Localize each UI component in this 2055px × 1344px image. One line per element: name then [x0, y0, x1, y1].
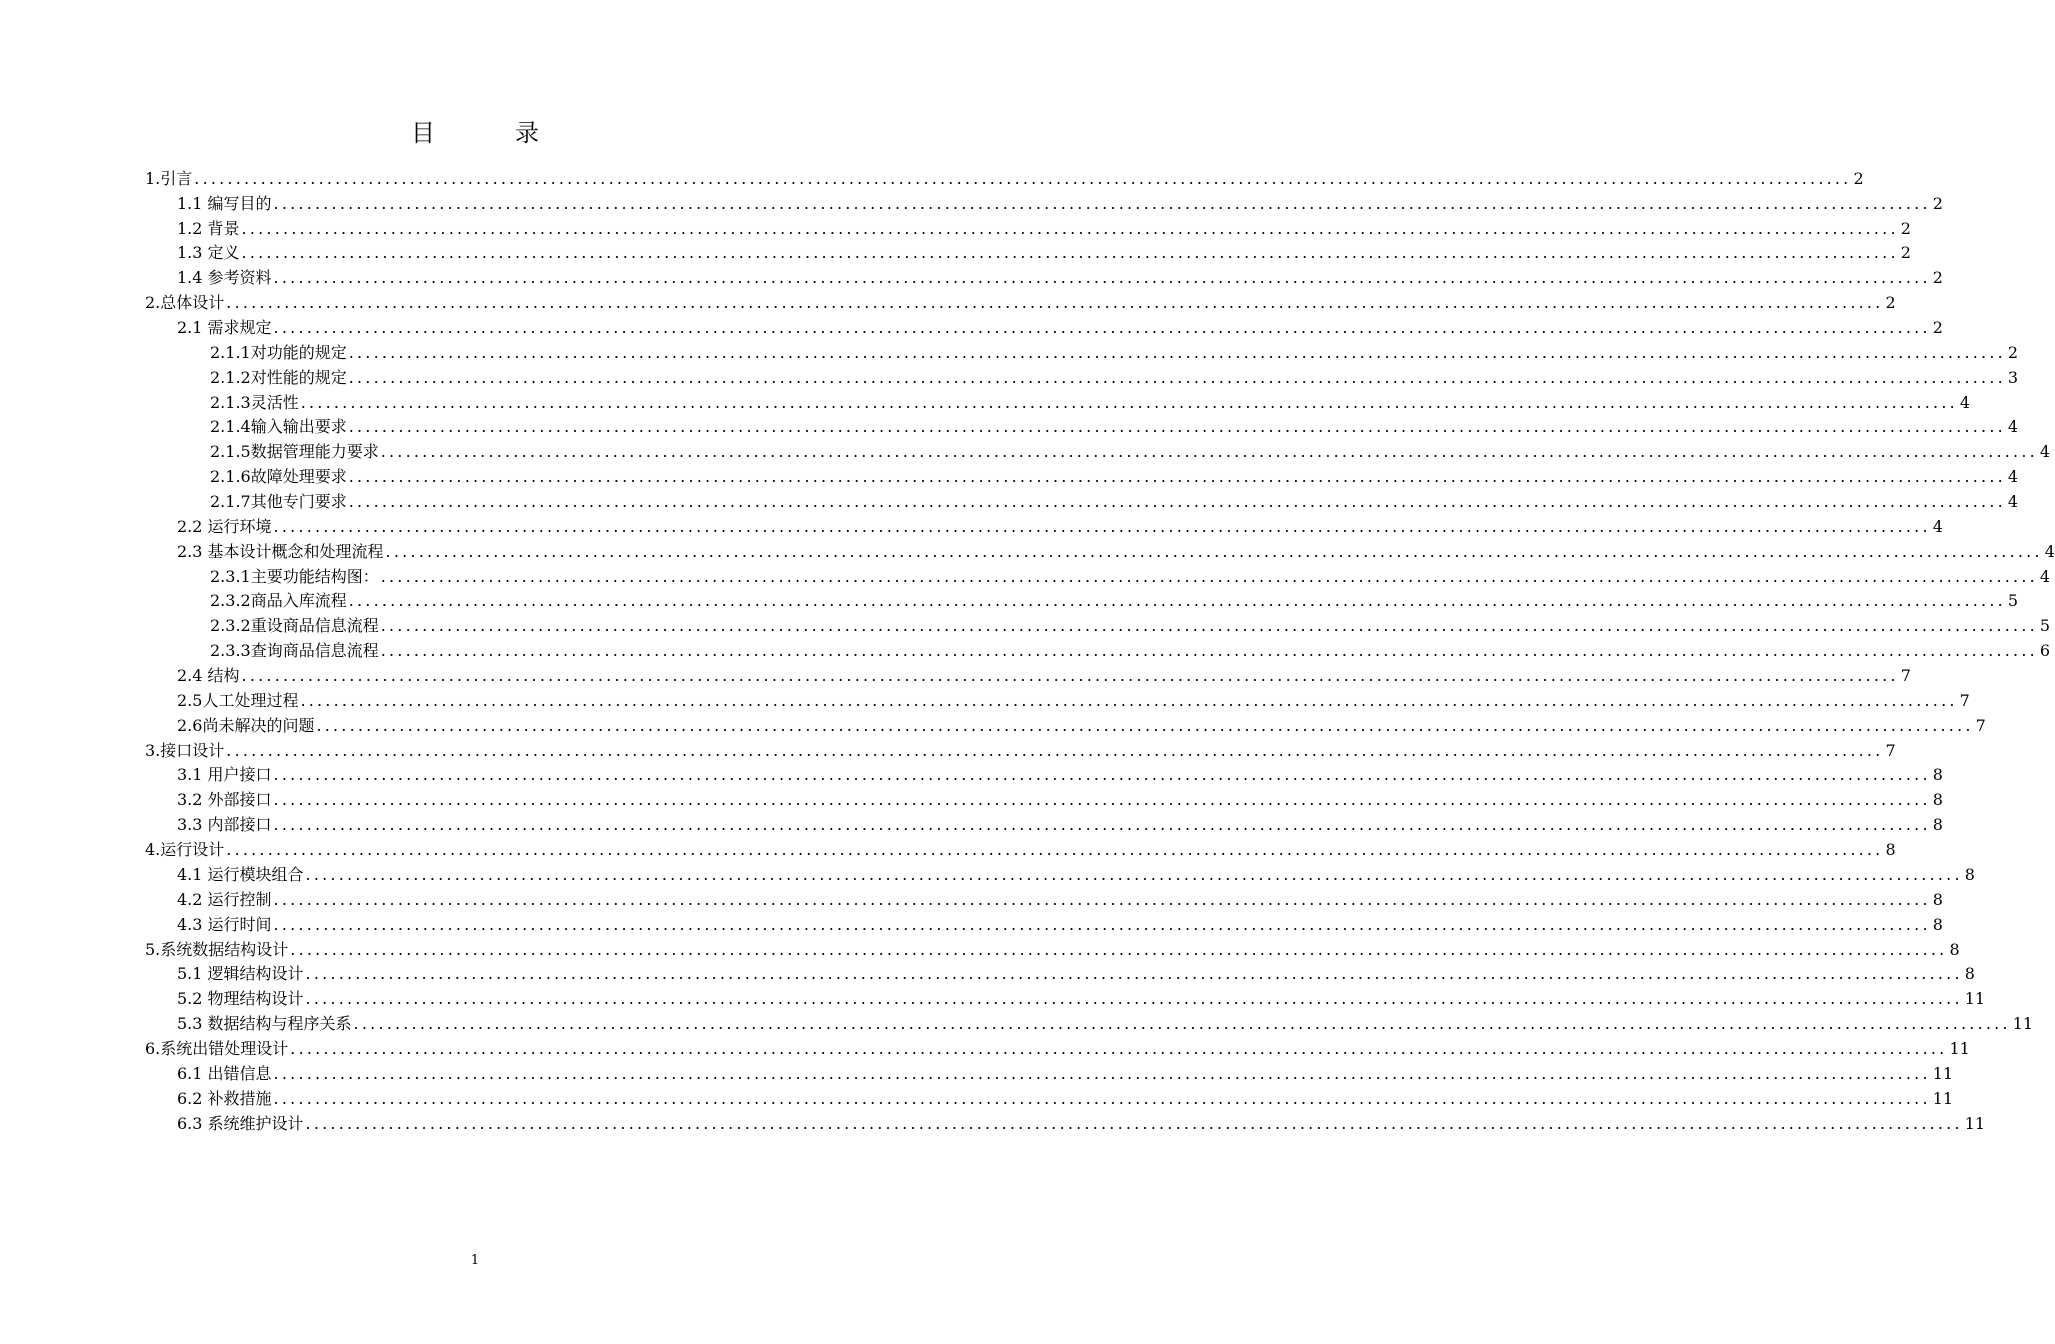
dot-leader: ........................................................................................................................................................................................................ [305, 1113, 1963, 1133]
dot-leader: ........................................................................................................................................................................................................ [348, 342, 2006, 362]
toc-entry[interactable] [145, 189, 1943, 214]
toc-entry-label: 1.引言 [145, 168, 193, 188]
toc-entry[interactable] [145, 363, 2019, 388]
toc-entry-page-number: 8 [1964, 864, 1975, 884]
dot-leader: ........................................................................................................................................................................................................ [194, 168, 1852, 188]
toc-entry-label: 5.3 数据结构与程序关系 [177, 1014, 352, 1034]
toc-entry-page-number: 8 [1932, 765, 1943, 785]
toc-entry-label: 6.3 系统维护设计 [177, 1113, 304, 1133]
toc-entry[interactable] [145, 338, 2019, 363]
toc-entry[interactable] [145, 1009, 2034, 1034]
toc-entry[interactable] [145, 636, 2051, 661]
toc-entry-page-number: 4 [2039, 566, 2051, 586]
dot-leader: ........................................................................................................................................................................................................ [380, 442, 2038, 462]
toc-entry-page-number: 4 [2007, 492, 2019, 512]
toc-entry-page-number: 7 [1959, 690, 1970, 710]
toc-entry-label: 2.3.1主要功能结构图： [210, 566, 379, 586]
toc-entry-label: 2.总体设计 [145, 293, 225, 313]
dot-leader: ........................................................................................................................................................................................................ [273, 914, 1931, 934]
toc-entry-label: 2.1.1对功能的规定 [210, 342, 347, 362]
toc-entry-label: 5.1 逻辑结构设计 [177, 964, 304, 984]
toc-entry-label: 2.3 基本设计概念和处理流程 [177, 541, 384, 561]
toc-entry-label: 2.6尚未解决的问题 [177, 715, 315, 735]
toc-entry-label: 6.1 出错信息 [177, 1063, 272, 1083]
toc-entry-label: 2.1 需求规定 [177, 318, 272, 338]
toc-entry[interactable] [145, 761, 1943, 786]
toc-entry-label: 2.5人工处理过程 [177, 690, 299, 710]
toc-entry-page-number: 8 [1932, 889, 1943, 909]
toc-entry-label: 2.2 运行环境 [177, 516, 272, 536]
dot-leader: ........................................................................................................................................................................................................ [241, 666, 1899, 686]
dot-leader: ........................................................................................................................................................................................................ [273, 516, 1931, 536]
toc-entry[interactable] [145, 611, 2051, 636]
dot-leader: ........................................................................................................................................................................................................ [300, 392, 1958, 412]
dot-leader: ........................................................................................................................................................................................................ [380, 616, 2038, 636]
toc-entry-page-number: 2 [1932, 268, 1943, 288]
toc-entry-label: 3.接口设计 [145, 740, 225, 760]
toc-entry[interactable] [145, 860, 1975, 885]
toc-entry-page-number: 7 [1975, 715, 1986, 735]
toc-entry-label: 2.3.2重设商品信息流程 [210, 616, 379, 636]
dot-leader: ........................................................................................................................................................................................................ [273, 889, 1931, 909]
dot-leader: ........................................................................................................................................................................................................ [348, 591, 2006, 611]
toc-entry[interactable] [145, 1109, 1986, 1134]
toc-entry-page-number: 4 [2039, 442, 2051, 462]
toc-entry[interactable] [145, 587, 2019, 612]
toc-entry[interactable] [145, 810, 1943, 835]
toc-entry-page-number: 2 [1932, 193, 1943, 213]
toc-entry[interactable] [145, 885, 1943, 910]
toc-entry-page-number: 8 [1932, 914, 1943, 934]
toc-entry-label: 6.系统出错处理设计 [145, 1038, 289, 1058]
dot-leader: ........................................................................................................................................................................................................ [305, 864, 1963, 884]
toc-entry-page-number: 7 [1900, 666, 1911, 686]
toc-entry-label: 3.3 内部接口 [177, 815, 272, 835]
dot-leader: ........................................................................................................................................................................................................ [380, 566, 2038, 586]
toc-entry-label: 1.4 参考资料 [177, 268, 272, 288]
toc-entry-page-number: 2 [1853, 168, 1864, 188]
dot-leader: ........................................................................................................................................................................................................ [226, 740, 1884, 760]
toc-entry-page-number: 2 [1932, 318, 1943, 338]
toc-entry-label: 2.1.2对性能的规定 [210, 367, 347, 387]
toc-entry[interactable] [145, 437, 2051, 462]
toc-entry-label: 1.2 背景 [177, 218, 240, 238]
toc-entry[interactable] [145, 1084, 1954, 1109]
toc-entry-page-number: 11 [1964, 1113, 1986, 1133]
toc-entry[interactable] [145, 1059, 1954, 1084]
toc-entry[interactable] [145, 512, 1943, 537]
toc-entry-label: 4.2 运行控制 [177, 889, 272, 909]
toc-entry[interactable] [145, 288, 1896, 313]
toc-entry-page-number: 11 [1932, 1063, 1954, 1083]
toc-entry-label: 1.1 编写目的 [177, 193, 272, 213]
toc-entry-page-number: 4 [2007, 467, 2019, 487]
toc-entry-page-number: 6 [2039, 641, 2051, 661]
toc-entry-page-number: 11 [2012, 1014, 2034, 1034]
dot-leader: ........................................................................................................................................................................................................ [305, 964, 1963, 984]
toc-entry-page-number: 2 [1900, 218, 1911, 238]
dot-leader: ........................................................................................................................................................................................................ [226, 293, 1884, 313]
toc-entry[interactable] [145, 462, 2019, 487]
dot-leader: ........................................................................................................................................................................................................ [273, 318, 1931, 338]
toc-entry-label: 2.1.6故障处理要求 [210, 467, 347, 487]
toc-entry-label: 3.1 用户接口 [177, 765, 272, 785]
dot-leader: ........................................................................................................................................................................................................ [273, 1063, 1931, 1083]
toc-entry[interactable] [145, 537, 2055, 562]
toc-entry[interactable] [145, 214, 1911, 239]
dot-leader: ........................................................................................................................................................................................................ [241, 218, 1899, 238]
toc-entry-label: 2.1.4输入输出要求 [210, 417, 347, 437]
toc-title: 目 录 [411, 119, 567, 147]
toc-entry-page-number: 4 [2044, 541, 2055, 561]
toc-entry-page-number: 11 [1949, 1038, 1970, 1058]
toc-entry-page-number: 3 [2007, 367, 2019, 387]
table-of-contents [145, 164, 2055, 1134]
toc-entry-page-number: 4 [1932, 516, 1943, 536]
toc-entry-label: 1.3 定义 [177, 243, 240, 263]
dot-leader: ........................................................................................................................................................................................................ [353, 1014, 2011, 1034]
toc-entry[interactable] [145, 487, 2019, 512]
dot-leader: ........................................................................................................................................................................................................ [316, 715, 1974, 735]
toc-entry-label: 5.系统数据结构设计 [145, 939, 289, 959]
toc-entry-page-number: 8 [1932, 815, 1943, 835]
dot-leader: ........................................................................................................................................................................................................ [273, 765, 1931, 785]
dot-leader: ........................................................................................................................................................................................................ [273, 1088, 1931, 1108]
toc-entry-page-number: 8 [1932, 790, 1943, 810]
toc-entry[interactable] [145, 984, 1986, 1009]
toc-entry[interactable] [145, 785, 1943, 810]
dot-leader: ........................................................................................................................................................................................................ [226, 840, 1884, 860]
dot-leader: ........................................................................................................................................................................................................ [241, 243, 1899, 263]
page-number: 1 [470, 1253, 480, 1268]
dot-leader: ........................................................................................................................................................................................................ [290, 939, 1948, 959]
toc-entry-page-number: 8 [1964, 964, 1975, 984]
toc-entry-page-number: 11 [1932, 1088, 1954, 1108]
toc-entry[interactable] [145, 562, 2051, 587]
toc-entry[interactable] [145, 413, 2019, 438]
toc-entry[interactable] [145, 736, 1896, 761]
toc-entry-page-number: 2 [2007, 342, 2019, 362]
dot-leader: ........................................................................................................................................................................................................ [348, 417, 2006, 437]
toc-entry-page-number: 8 [1949, 939, 1960, 959]
toc-entry-label: 2.1.7其他专门要求 [210, 492, 347, 512]
toc-entry-label: 4.运行设计 [145, 840, 225, 860]
toc-entry-page-number: 4 [1959, 392, 1971, 412]
toc-entry[interactable] [145, 313, 1943, 338]
toc-entry-page-number: 11 [1964, 989, 1986, 1009]
dot-leader: ........................................................................................................................................................................................................ [273, 815, 1931, 835]
toc-entry-page-number: 4 [2007, 417, 2019, 437]
toc-entry-label: 2.1.3灵活性 [210, 392, 299, 412]
toc-entry[interactable] [145, 835, 1896, 860]
toc-entry[interactable] [145, 960, 1975, 985]
toc-entry[interactable] [145, 263, 1943, 288]
toc-entry[interactable] [145, 239, 1911, 264]
toc-entry-label: 5.2 物理结构设计 [177, 989, 304, 1009]
toc-entry-label: 4.1 运行模块组合 [177, 864, 304, 884]
toc-entry[interactable] [145, 1034, 1970, 1059]
toc-entry-label: 2.1.5数据管理能力要求 [210, 442, 379, 462]
dot-leader: ........................................................................................................................................................................................................ [290, 1038, 1948, 1058]
toc-entry-page-number: 7 [1885, 740, 1896, 760]
toc-entry-label: 2.3.2商品入库流程 [210, 591, 347, 611]
toc-entry[interactable] [145, 388, 1971, 413]
toc-entry-label: 2.3.3查询商品信息流程 [210, 641, 379, 661]
toc-entry-label: 3.2 外部接口 [177, 790, 272, 810]
toc-entry-label: 6.2 补救措施 [177, 1088, 272, 1108]
dot-leader: ........................................................................................................................................................................................................ [348, 367, 2006, 387]
dot-leader: ........................................................................................................................................................................................................ [273, 193, 1931, 213]
dot-leader: ........................................................................................................................................................................................................ [348, 467, 2006, 487]
dot-leader: ........................................................................................................................................................................................................ [385, 541, 2043, 561]
toc-entry-label: 2.4 结构 [177, 666, 240, 686]
toc-entry-page-number: 2 [1885, 293, 1896, 313]
dot-leader: ........................................................................................................................................................................................................ [300, 690, 1958, 710]
toc-entry-page-number: 8 [1885, 840, 1896, 860]
dot-leader: ........................................................................................................................................................................................................ [273, 268, 1931, 288]
toc-entry[interactable] [145, 661, 1911, 686]
dot-leader: ........................................................................................................................................................................................................ [273, 790, 1931, 810]
toc-entry-page-number: 5 [2007, 591, 2019, 611]
dot-leader: ........................................................................................................................................................................................................ [380, 641, 2038, 661]
toc-entry[interactable] [145, 935, 1960, 960]
toc-entry[interactable] [145, 910, 1943, 935]
toc-entry-label: 4.3 运行时间 [177, 914, 272, 934]
toc-entry[interactable] [145, 164, 1864, 189]
toc-entry[interactable] [145, 711, 1986, 736]
toc-entry[interactable] [145, 686, 1970, 711]
toc-entry-page-number: 2 [1900, 243, 1911, 263]
toc-entry-page-number: 5 [2039, 616, 2051, 636]
dot-leader: ........................................................................................................................................................................................................ [305, 989, 1963, 1009]
dot-leader: ........................................................................................................................................................................................................ [348, 492, 2006, 512]
